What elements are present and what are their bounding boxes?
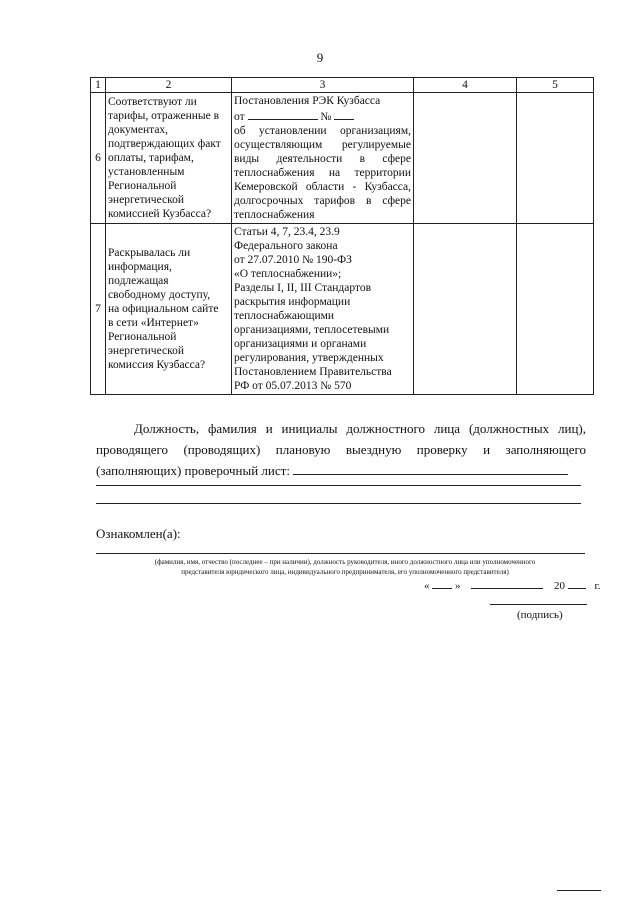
legal-reference-cell <box>232 224 414 395</box>
legal-reference-line: об установлении организациям, <box>234 125 411 137</box>
row-number: 6 <box>91 93 106 224</box>
inspector-paragraph <box>96 418 586 481</box>
page-number: 9 <box>316 50 324 65</box>
date-close-quote: » <box>455 580 461 592</box>
legal-reference-line: регулирования, утвержденных <box>234 352 384 364</box>
legal-reference-line: теплоснабжения на территории <box>234 167 411 179</box>
question-line: Соответствуют ли <box>108 96 197 108</box>
legal-reference-line: организациями и органами <box>234 338 367 350</box>
answer-cell-col4[interactable] <box>414 224 517 395</box>
signature-label: (подпись) <box>517 609 563 621</box>
legal-reference-line: Статьи 4, 7, 23.4, 23.9 <box>234 226 340 238</box>
question-line: Раскрывалась ли <box>108 247 191 259</box>
legal-reference-line: теплоснабжения <box>234 209 315 221</box>
blank-line[interactable] <box>334 108 354 120</box>
inspector-fill-line[interactable] <box>293 461 568 475</box>
legal-reference-line: Разделы I, II, III Стандартов <box>234 282 372 294</box>
header-col-5: 5 <box>517 78 594 93</box>
inspector-line-3[interactable] <box>96 503 581 504</box>
question-line: тарифы, отраженные в <box>108 110 220 122</box>
legal-reference-line: от 27.07.2010 № 190-ФЗ <box>234 254 352 266</box>
legal-reference-line: Постановления РЭК Кузбасса <box>234 95 381 107</box>
date-year-prefix: 20 <box>554 580 565 592</box>
question-line: в сети «Интернет» <box>108 317 199 329</box>
legal-reference-line: долгосрочных тарифов в сфере <box>234 195 411 207</box>
inspector-text: Должность, фамилия и инициалы должностного лица (должностных лиц), проводящего (проводящих) плановую выездную проверку и заполняющего (заполняющих) проверочный лист: <box>96 421 586 478</box>
date-day-blank[interactable] <box>432 577 452 589</box>
date-open-quote: « <box>424 580 430 592</box>
answer-cell-col5[interactable] <box>517 224 594 395</box>
question-line: на официальном сайте <box>108 303 219 315</box>
question-line: комиссия Кузбасса? <box>108 359 206 371</box>
legal-reference-line: от № <box>234 108 411 124</box>
row-number: 7 <box>91 224 106 395</box>
header-col-3: 3 <box>232 78 414 93</box>
answer-cell-col4[interactable] <box>414 93 517 224</box>
checklist-table <box>90 77 594 395</box>
date-year-blank[interactable] <box>568 577 586 589</box>
acquainted-note-line-2: представителя юридического лица, индивидуального предпринимателя, его уполномоченного представителя) <box>181 568 509 576</box>
header-col-1: 1 <box>91 78 106 93</box>
question-line: энергетической <box>108 194 184 206</box>
legal-reference-cell <box>232 93 414 224</box>
table-header-row <box>91 78 594 93</box>
legal-reference-line: «О теплоснабжении»; <box>234 268 342 280</box>
header-col-2: 2 <box>106 78 232 93</box>
legal-reference-line: раскрытия информации <box>234 296 351 308</box>
inspector-line-2[interactable] <box>96 485 581 486</box>
table-row <box>91 224 594 395</box>
question-line: энергетической <box>108 345 184 357</box>
question-line: Региональной <box>108 331 177 343</box>
legal-reference-line: Постановлением Правительства <box>234 366 392 378</box>
acquainted-note <box>110 557 580 577</box>
acquainted-label: Ознакомлен(а): <box>96 526 181 541</box>
question-line: комиссией Кузбасса? <box>108 208 212 220</box>
bottom-rule <box>557 890 601 891</box>
question-line: информация, <box>108 261 172 273</box>
question-cell <box>106 224 232 395</box>
question-line: установленным <box>108 166 185 178</box>
legal-reference-line: Кемеровской области - Кузбасса, <box>234 181 411 193</box>
question-line: подлежащая <box>108 275 169 287</box>
date-row <box>424 577 601 592</box>
question-line: оплаты, тарифам, <box>108 152 194 164</box>
header-col-4: 4 <box>414 78 517 93</box>
date-year-suffix: г. <box>594 580 601 592</box>
table-row <box>91 93 594 224</box>
date-month-blank[interactable] <box>471 577 543 589</box>
acquainted-line[interactable] <box>96 553 585 554</box>
signature-line[interactable] <box>490 604 587 605</box>
question-line: документах, <box>108 124 169 136</box>
legal-reference-line: Федерального закона <box>234 240 338 252</box>
question-line: свободному доступу, <box>108 289 211 301</box>
legal-reference-line: РФ от 05.07.2013 № 570 <box>234 380 352 392</box>
blank-line[interactable] <box>248 108 318 120</box>
question-line: Региональной <box>108 180 177 192</box>
question-line: подтверждающих факт <box>108 138 221 150</box>
legal-reference-line: организациями, теплосетевыми <box>234 324 390 336</box>
question-cell <box>106 93 232 224</box>
legal-reference-line: теплоснабжающими <box>234 310 335 322</box>
legal-reference-line: осуществляющим регулируемые <box>234 139 411 151</box>
answer-cell-col5[interactable] <box>517 93 594 224</box>
legal-reference-line: виды деятельности в сфере <box>234 153 411 165</box>
acquainted-note-line-1: (фамилия, имя, отчество (последнее – при наличии), должность руководителя, иного должностного лица или уполномоченного <box>154 558 536 566</box>
